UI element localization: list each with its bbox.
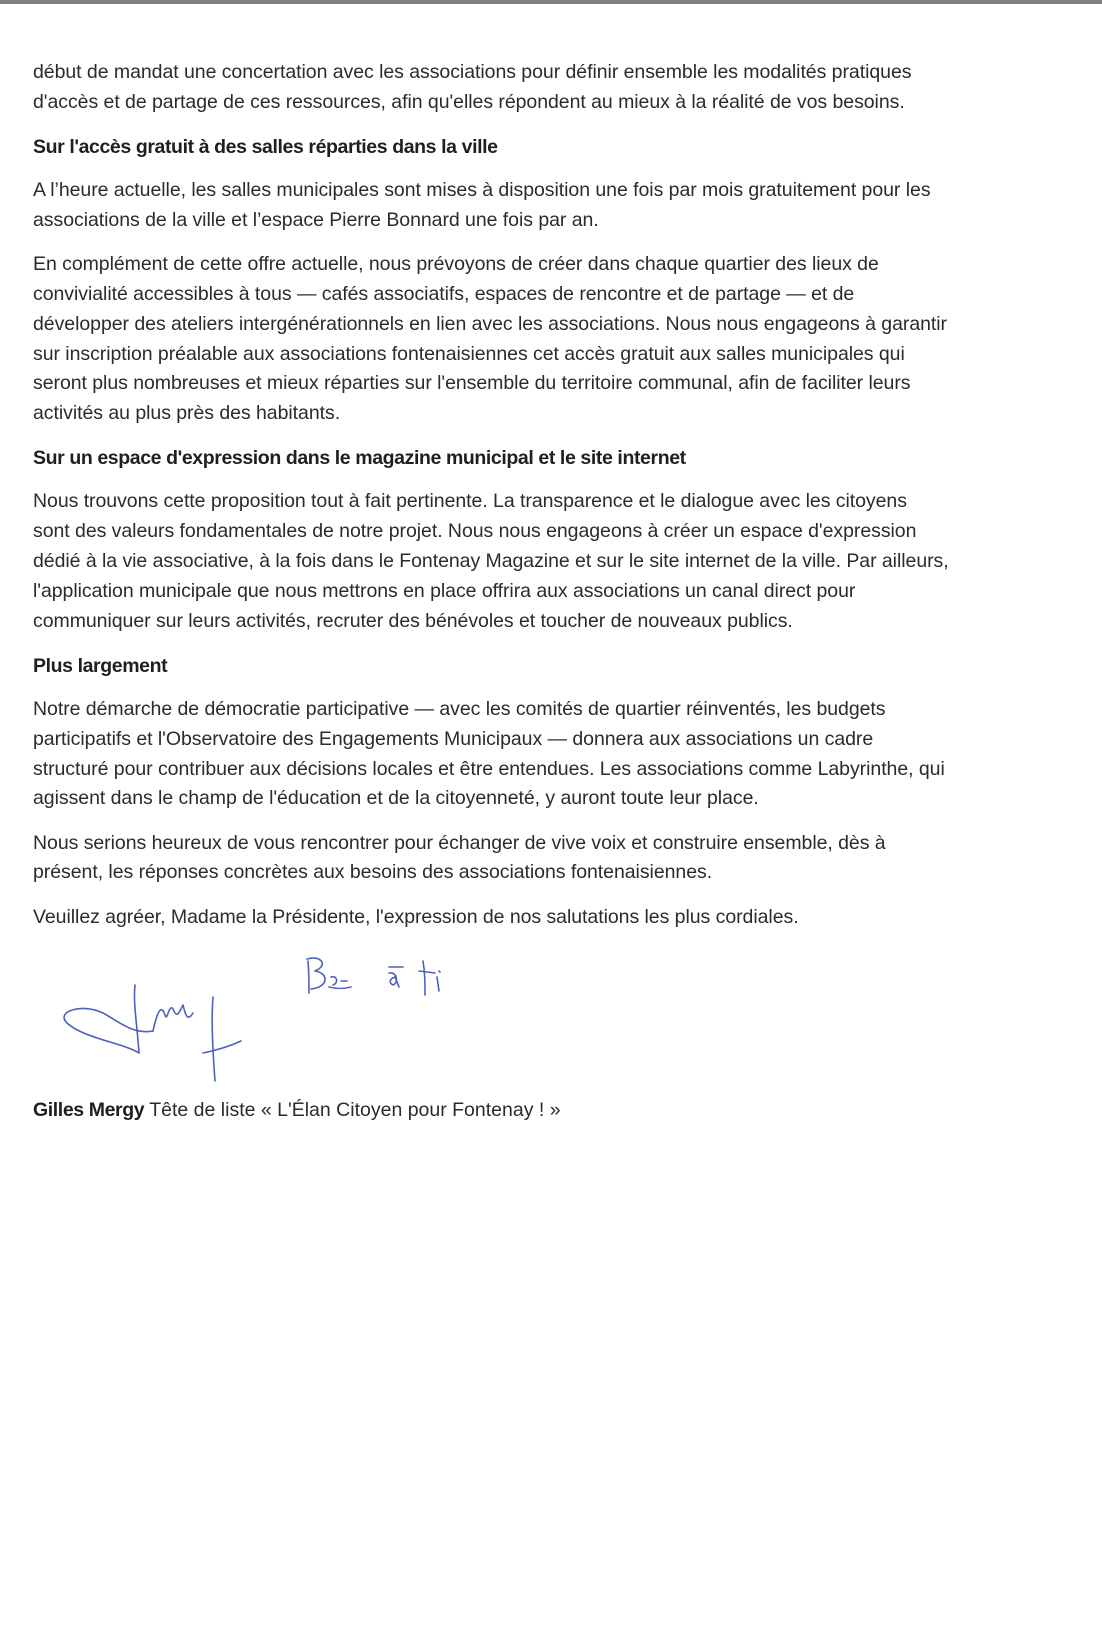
text-line: dédié à la vie associative, à la fois dans le Fontenay Magazine et sur le site internet de la ville. Par ailleurs, [33, 550, 949, 573]
signer-name: Gilles Mergy [33, 1099, 145, 1122]
text-line: Nous serions heureux de vous rencontrer pour échanger de vive voix et construire ensemble, dès à [33, 831, 886, 854]
text-line: présent, les réponses concrètes aux besoins des associations fontenaisiennes. [33, 861, 713, 884]
text-line: Notre démarche de démocratie participative — avec les comités de quartier réinventés, les budgets [33, 697, 886, 720]
signature-block [33, 943, 1083, 1095]
text-line: activités au plus près des habitants. [33, 402, 341, 425]
text-line: début de mandat une concertation avec les associations pour définir ensemble les modalités pratiques [33, 61, 912, 83]
paragraph [33, 829, 1083, 889]
text-line: participatifs et l'Observatoire des Engagements Municipaux — donnera aux associations un cadre [33, 727, 874, 750]
paragraph [33, 250, 1083, 429]
text-line: A l’heure actuelle, les salles municipales sont mises à disposition une fois par mois gratuitement pour les [33, 179, 931, 202]
section-heading-expression: Sur un espace d'expression dans le magazine municipal et le site internet [33, 447, 686, 470]
handwritten-signature-icon [53, 943, 473, 1093]
text-line: sur inscription préalable aux associations fontenaisiennes cet accès gratuit aux salles municipales qui [33, 342, 905, 365]
text-line: En complément de cette offre actuelle, nous prévoyons de créer dans chaque quartier des lieux de [33, 253, 879, 276]
intro-paragraph [33, 58, 1083, 118]
text-line: agissent dans le champ de l'éducation et de la citoyenneté, y auront toute leur place. [33, 787, 759, 810]
section-heading-plus-largement: Plus largement [33, 654, 168, 677]
text-line: sont des valeurs fondamentales de notre projet. Nous nous engageons à créer un espace d'expression [33, 520, 917, 543]
text-line: l'application municipale que nous mettrons en place offrira aux associations un canal direct pour [33, 579, 856, 602]
paragraph [33, 176, 1083, 236]
closing-paragraph [33, 903, 1083, 933]
signer-title: Tête de liste « L'Élan Citoyen pour Fontenay ! » [149, 1099, 561, 1122]
letter-page [33, 58, 1083, 1125]
text-line: Veuillez agréer, Madame la Présidente, l'expression de nos salutations les plus cordiales. [33, 905, 799, 928]
text-line: communiquer sur leurs activités, recruter des bénévoles et toucher de nouveaux publics. [33, 609, 793, 632]
paragraph [33, 695, 1083, 814]
text-line: convivialité accessibles à tous — cafés associatifs, espaces de rencontre et de partage — et de [33, 282, 855, 305]
text-line: seront plus nombreuses et mieux réparties sur l'ensemble du territoire communal, afin de faciliter leurs [33, 372, 911, 395]
text-line: d'accès et de partage de ces ressources, afin qu'elles répondent au mieux à la réalité de vos besoins. [33, 90, 905, 113]
text-line: Nous trouvons cette proposition tout à fait pertinente. La transparence et le dialogue avec les citoyens [33, 490, 907, 513]
section-heading-salles: Sur l'accès gratuit à des salles réparties dans la ville [33, 136, 498, 159]
top-bar [0, 0, 1102, 4]
text-line: associations de la ville et l’espace Pierre Bonnard une fois par an. [33, 208, 599, 231]
signoff-line [33, 1095, 1083, 1125]
text-line: développer des ateliers intergénérationnels en lien avec les associations. Nous nous engageons à garantir [33, 312, 948, 335]
paragraph [33, 487, 1083, 636]
text-line: structuré pour contribuer aux décisions locales et être entendues. Les associations comme Labyrinthe, qui [33, 757, 945, 780]
